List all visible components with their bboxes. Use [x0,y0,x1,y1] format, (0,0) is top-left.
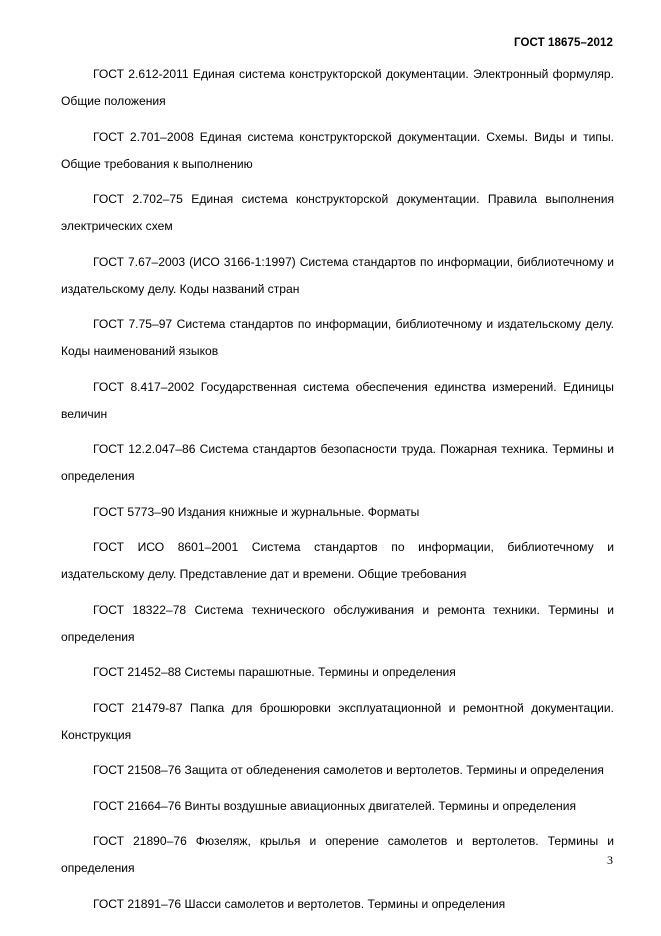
reference-item: ГОСТ 12.2.047–86 Система стандартов безопасности труда. Пожарная техника. Термины и определения [61,442,614,483]
reference-item: ГОСТ 21664–76 Винты воздушные авиационных двигателей. Термины и определения [93,798,577,813]
reference-item: ГОСТ 8.417–2002 Государственная система обеспечения единства измерений. Единицы величин [61,379,614,421]
reference-item: ГОСТ 5773–90 Издания книжные и журнальные. Форматы [93,504,420,519]
reference-item: ГОСТ 21890–76 Фюзеляж, крылья и оперение самолетов и вертолетов. Термины и определения [61,834,614,875]
reference-item: ГОСТ 21508–76 Защита от обледенения самолетов и вертолетов. Термины и определения [93,763,604,777]
reference-item: ГОСТ 2.702–75 Единая система конструкторской документации. Правила выполнения электрических схем [61,192,614,233]
page-number: 3 [607,853,613,867]
reference-item: ГОСТ 21452–88 Системы парашютные. Термины и определения [93,665,456,679]
reference-item: ГОСТ 7.67–2003 (ИСО 3166-1:1997) Система стандартов по информации, библиотечному и издательскому делу. Коды названий стран [61,254,614,296]
reference-item: ГОСТ 21479-87 Папка для брошюровки эксплуатационной и ремонтной документации. Конструкция [61,700,614,742]
normative-references-list [61,61,614,926]
document-code-header: ГОСТ 18675–2012 [513,37,613,49]
reference-item: ГОСТ 7.75–97 Система стандартов по информации, библиотечному и издательскому делу. Коды наименований языков [61,317,614,358]
reference-item: ГОСТ 21891–76 Шасси самолетов и вертолетов. Термины и определения [93,896,506,911]
reference-item: ГОСТ 2.612-2011 Единая система конструкторской документации. Электронный формуляр. Общие положения [61,67,614,108]
reference-item: ГОСТ ИСО 8601–2001 Система стандартов по информации, библиотечному и издательскому делу. Представление дат и времени. Общие требования [61,540,614,581]
reference-item: ГОСТ 2.701–2008 Единая система конструкторской документации. Схемы. Виды и типы. Общие требования к выполнению [61,129,614,171]
reference-item: ГОСТ 18322–78 Система технического обслуживания и ремонта техники. Термины и определения [61,602,614,644]
